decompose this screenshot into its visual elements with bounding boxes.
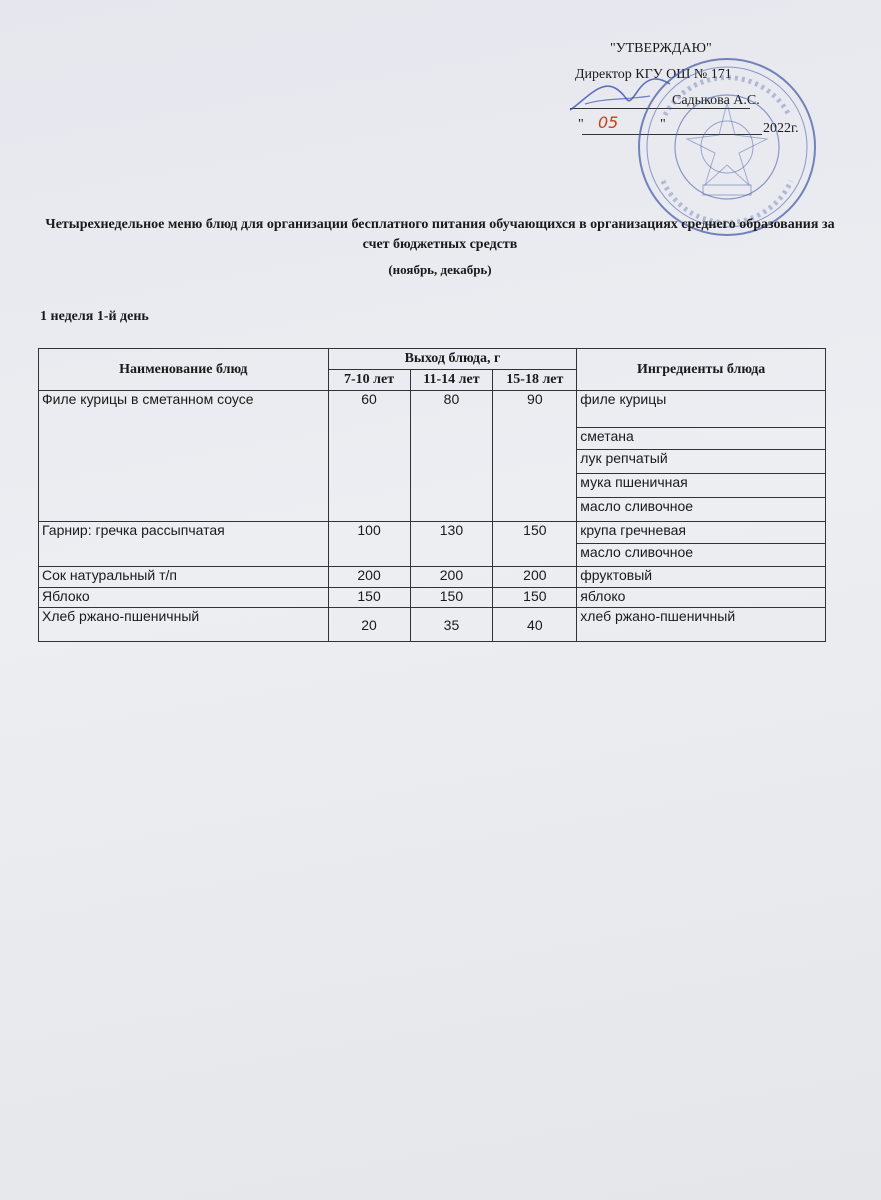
yield-11-14: 80 bbox=[410, 391, 493, 522]
header-ingredients: Ингредиенты блюда bbox=[577, 349, 826, 391]
dish-name: Яблоко bbox=[39, 588, 329, 608]
yield-11-14: 200 bbox=[410, 567, 493, 588]
yield-7-10: 20 bbox=[328, 608, 410, 642]
ingredient: лук репчатый bbox=[577, 450, 826, 474]
yield-15-18: 90 bbox=[493, 391, 577, 522]
ingredient: мука пшеничная bbox=[577, 474, 826, 498]
table-row bbox=[39, 588, 826, 608]
ingredient: яблоко bbox=[577, 588, 826, 608]
dish-name: Хлеб ржано-пшеничный bbox=[39, 608, 329, 642]
yield-11-14: 150 bbox=[410, 588, 493, 608]
official-seal bbox=[635, 55, 820, 240]
ingredient: сметана bbox=[577, 428, 826, 450]
yield-11-14: 130 bbox=[410, 522, 493, 567]
yield-15-18: 150 bbox=[493, 522, 577, 567]
yield-11-14: 35 bbox=[410, 608, 493, 642]
yield-7-10: 100 bbox=[328, 522, 410, 567]
document-heading: Четырехнедельное меню блюд для организации бесплатного питания обучающихся в организациях среднего образования за счет бюджетных средств bbox=[45, 217, 835, 252]
ingredient: филе курицы bbox=[577, 391, 826, 428]
approval-title: "УТВЕРЖДАЮ" bbox=[610, 41, 712, 56]
yield-15-18: 40 bbox=[493, 608, 577, 642]
ingredient: крупа гречневая bbox=[577, 522, 826, 544]
dish-name: Сок натуральный т/п bbox=[39, 567, 329, 588]
table-row bbox=[39, 391, 826, 428]
ingredient: масло сливочное bbox=[577, 544, 826, 567]
yield-15-18: 200 bbox=[493, 567, 577, 588]
menu-table bbox=[38, 348, 826, 642]
table-row bbox=[39, 608, 826, 642]
header-age-7-10: 7-10 лет bbox=[328, 370, 410, 391]
week-day-label: 1 неделя 1-й день bbox=[40, 309, 149, 324]
header-dish: Наименование блюд bbox=[39, 349, 329, 391]
date-day: 05 bbox=[598, 113, 619, 132]
table-row bbox=[39, 522, 826, 544]
dish-name: Филе курицы в сметанном соусе bbox=[39, 391, 329, 522]
date-quote-open: " bbox=[578, 117, 584, 132]
yield-7-10: 200 bbox=[328, 567, 410, 588]
document-period: (ноябрь, декабрь) bbox=[388, 262, 492, 277]
ingredient: фруктовый bbox=[577, 567, 826, 588]
yield-7-10: 150 bbox=[328, 588, 410, 608]
dish-name: Гарнир: гречка рассыпчатая bbox=[39, 522, 329, 567]
header-yield: Выход блюда, г bbox=[328, 349, 577, 370]
director-name: Садыкова А.С. bbox=[672, 93, 760, 108]
yield-7-10: 60 bbox=[328, 391, 410, 522]
header-age-15-18: 15-18 лет bbox=[493, 370, 577, 391]
header-age-11-14: 11-14 лет bbox=[410, 370, 493, 391]
date-year: 2022г. bbox=[763, 121, 799, 136]
yield-15-18: 150 bbox=[493, 588, 577, 608]
ingredient: хлеб ржано-пшеничный bbox=[577, 608, 826, 642]
ingredient: масло сливочное bbox=[577, 498, 826, 522]
date-quote-close: " bbox=[660, 117, 666, 132]
table-row bbox=[39, 567, 826, 588]
director-title: Директор КГУ ОШ № 171 bbox=[575, 67, 732, 82]
